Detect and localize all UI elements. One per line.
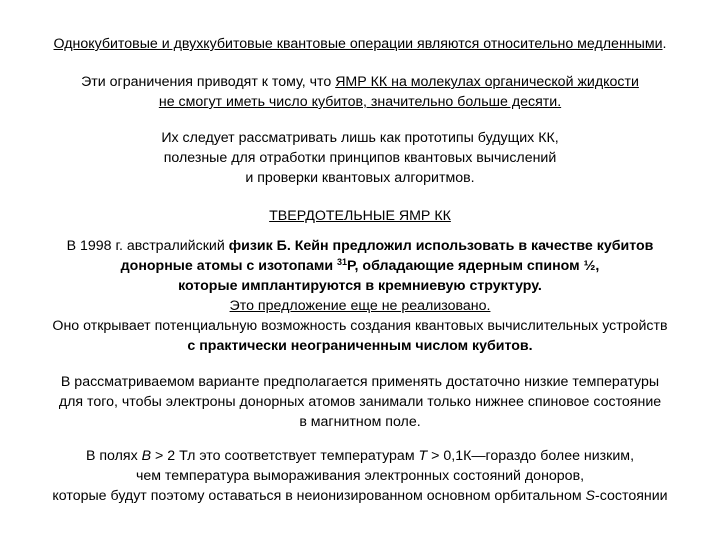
p3-line1: Их следует рассматривать лишь как прототипы будущих КК, — [161, 130, 559, 146]
p4-line4: Это предложение еще не реализовано. — [229, 298, 491, 314]
p4-line6: с практически неограниченным числом кубитов. — [187, 338, 533, 354]
p4-line2-b: Р, обладающие ядерным спином ½, — [347, 258, 600, 274]
var-s: S — [585, 488, 596, 504]
p6-line1-c: > 2 Тл это соответствует температурам — [151, 448, 419, 464]
var-t: Т — [418, 448, 428, 464]
var-b: В — [141, 448, 152, 464]
p2-line1-a: Эти ограничения приводят к тому, что — [81, 74, 336, 90]
p4-line2 — [0, 256, 720, 276]
paragraph-5 — [0, 372, 720, 432]
p4-line1-b: физик Б. Кейн предложил использовать в качестве кубитов — [228, 238, 654, 254]
p2-line2: не смогут иметь число кубитов, значительно больше десяти. — [158, 94, 562, 110]
p6-line1 — [0, 446, 720, 466]
p5-line3: в магнитном поле. — [299, 414, 421, 430]
p2-line1 — [0, 72, 720, 92]
p4-line1 — [0, 236, 720, 256]
p6-line3 — [0, 486, 720, 506]
paragraph-6 — [0, 446, 720, 506]
p5-line2: для того, чтобы электроны донорных атомов занимали только нижнее спиновое состояние — [58, 394, 662, 410]
paragraph-1 — [0, 34, 720, 54]
p6-line3-c: -состоянии — [595, 488, 668, 504]
paragraph-4 — [0, 236, 720, 356]
isotope-superscript: 31 — [337, 257, 348, 267]
p4-line2-a: донорные атомы с изотопами — [120, 258, 338, 274]
p4-line5: Оно открывает потенциальную возможность создания квантовых вычислительных устройств — [52, 318, 668, 334]
p6-line3-a: которые будут поэтому оставаться в неионизированном основном орбитальном — [52, 488, 586, 504]
p3-line3: и проверки квантовых алгоритмов. — [245, 170, 475, 186]
p6-line1-e: > 0,1К—гораздо более низким, — [427, 448, 635, 464]
paragraph-2 — [0, 72, 720, 112]
section-heading: ТВЕРДОТЕЛЬНЫЕ ЯМР КК — [269, 208, 451, 224]
p6-line1-a: В полях — [85, 448, 142, 464]
p2-line1-b: ЯМР КК на молекулах органической жидкости — [335, 74, 639, 90]
p4-line1-a: В 1998 г. австралийский — [66, 238, 229, 254]
paragraph-3 — [0, 128, 720, 188]
p1-line1-end: . — [662, 36, 667, 52]
p6-line2: чем температура вымораживания электронных состояний доноров, — [135, 468, 585, 484]
p4-line3: которые имплантируются в кремниевую структуру. — [178, 278, 542, 294]
p1-line1: Однокубитовые и двухкубитовые квантовые операции являются относительно медленными — [53, 36, 663, 52]
p5-line1: В рассматриваемом варианте предполагается применять достаточно низкие температуры — [60, 374, 660, 390]
p3-line2: полезные для отработки принципов квантовых вычислений — [163, 150, 557, 166]
